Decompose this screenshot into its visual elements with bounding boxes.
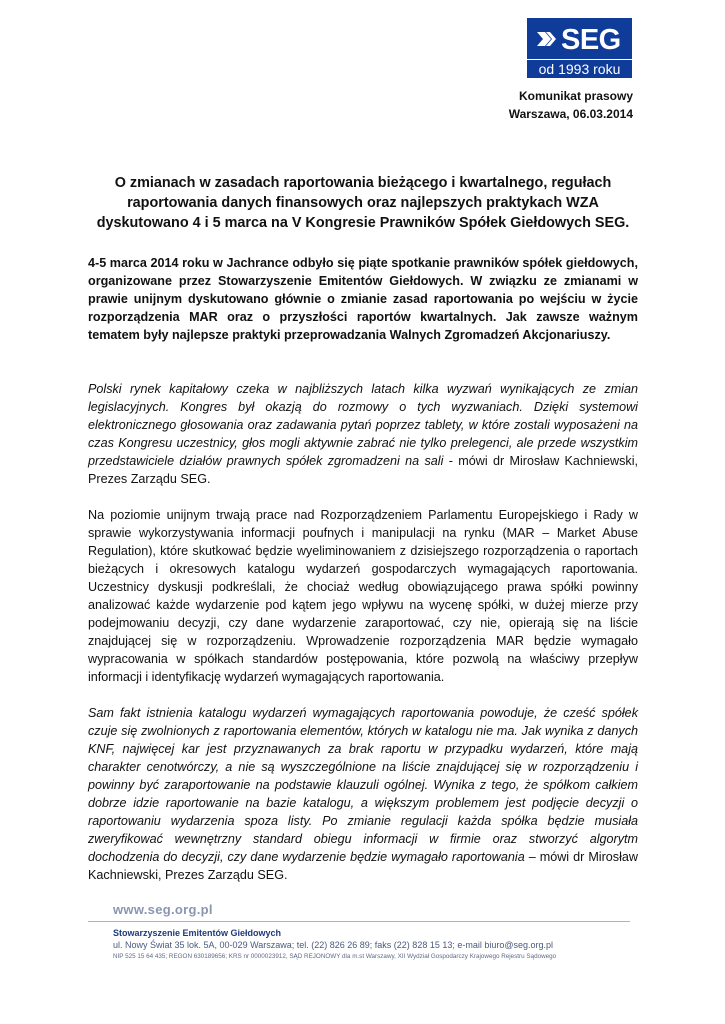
quote-paragraph-2 bbox=[88, 704, 638, 884]
doc-type: Komunikat prasowy bbox=[518, 89, 633, 103]
footer-registry: NIP 525 15 64 435; REGON 630189656; KRS nr 0000023912, SĄD REJONOWY dla m.st Warszawy, XII Wydział Gospodarczy Krajowego Rejestru Sądowego bbox=[113, 953, 557, 960]
footer-divider bbox=[88, 921, 630, 922]
seg-logo bbox=[527, 18, 632, 78]
quote-2-text: Sam fakt istnienia katalogu wydarzeń wymagających raportowania powoduje, że cześć spółek czuje się zwolnionych z raportowania elementów, których w katalogu nie ma. Jak wynika z danych KNF, najwięcej kar jest przyznawanych za brak raportu w przypadku wydarzeń, które mają charakter cenotwórczy, a nie są wyszczególnione na liście znajdującej się w rozporządzeniu i powinny być zaraportowanie na podstawie klauzuli ogólnej. Wynika z tego, że spółkom całkiem dobrze idzie raportowanie na bazie katalogu, a większym problemem jest podjęcie decyzji o raportowaniu wydarzenia spoza listy. Po zmianie regulacji każda spółka będzie musiała zweryfikować wewnętrzny standard obiegu informacji w firmie oraz stworzyć algorytm dochodzenia do decyzji, czy dane wydarzenie będzie wymagało raportowania bbox=[88, 706, 638, 864]
body-paragraph-2: Na poziomie unijnym trwają prace nad Rozporządzeniem Parlamentu Europejskiego i Rady w sprawie wykorzystywania informacji poufnych i manipulacji na rynku (MAR – Market Abuse Regulation), które skutkować będzie wyeliminowaniem z dzisiejszego rozporządzenia o raportach bieżących i okresowych katalogu wydarzeń gospodarczych wymagających raportowania. Uczestnicy dyskusji podkreślali, że chociaż według obowiązującego prawa spółki powinny analizować każde wydarzenie pod kątem jego wpływu na wycenę spółki, w dużej mierze przy podejmowaniu decyzji, czy dane wydarzenie zaraportować, czy nie, opierają się na liście znajdującej się w rozporządzeniu. Wprowadzenie rozporządzenia MAR będzie wymagało wypracowania w spółkach standardów postępowania, które pozwolą na właściwy przepływ informacji i identyfikację wydarzeń wymagających raportowania. bbox=[88, 508, 638, 684]
quote-2-attribution: – mówi dr Mirosław Kachniewski, Prezes Zarządu SEG. bbox=[88, 850, 638, 882]
place-date: Warszawa, 06.03.2014 bbox=[508, 107, 633, 121]
logo-brand: SEG bbox=[561, 24, 621, 56]
footer-org-name: Stowarzyszenie Emitentów Giełdowych bbox=[113, 928, 282, 938]
quote-1-attribution: - mówi dr Mirosław Kachniewski, Prezes Zarządu SEG. bbox=[88, 454, 638, 486]
quote-paragraph-1 bbox=[88, 380, 638, 488]
seg-logo-mark-icon bbox=[536, 28, 558, 50]
footer-address: ul. Nowy Świat 35 lok. 5A, 00-029 Warszawa; tel. (22) 826 26 89; faks (22) 828 15 13; e-mail biuro@seg.org.pl bbox=[113, 940, 554, 950]
press-header bbox=[509, 87, 633, 123]
logo-tagline: od 1993 roku bbox=[527, 59, 632, 76]
page-title: O zmianach w zasadach raportowania bieżącego i kwartalnego, regułach raportowania danych finansowych oraz najlepszych praktykach WZA dyskutowano 4 i 5 marca na V Kongresie Prawników Spółek Giełdowych SEG. bbox=[96, 175, 630, 231]
lead-paragraph: 4-5 marca 2014 roku w Jachrance odbyło się piąte spotkanie prawników spółek giełdowych, organizowane przez Stowarzyszenie Emitentów Giełdowych. W związku ze zmianami w prawie unijnym dyskutowano głównie o zmianie zasad raportowania po wejściu w życie rozporządzenia MAR oraz o przyszłości raportów kwartalnych. Jak zawsze ważnym tematem były najlepsze praktyki przeprowadzania Walnych Zgromadzeń Akcjonariuszy. bbox=[88, 256, 638, 342]
footer-url: www.seg.org.pl bbox=[113, 902, 213, 917]
quote-1-text: Polski rynek kapitałowy czeka w najbliższych latach kilka wyzwań wynikających ze zmian legislacyjnych. Kongres był okazją do rozmowy o tych wyzwaniach. Dzięki systemowi elektronicznego głosowania oraz zadawania pytań poprzez tablety, w które zostali wyposażeni na czas Kongresu uczestnicy, głos mogli aktywnie zabrać nie tylko prelegenci, ale przede wszystkim przedstawiciele działów prawnych spółek zgromadzeni na sali bbox=[88, 382, 638, 468]
